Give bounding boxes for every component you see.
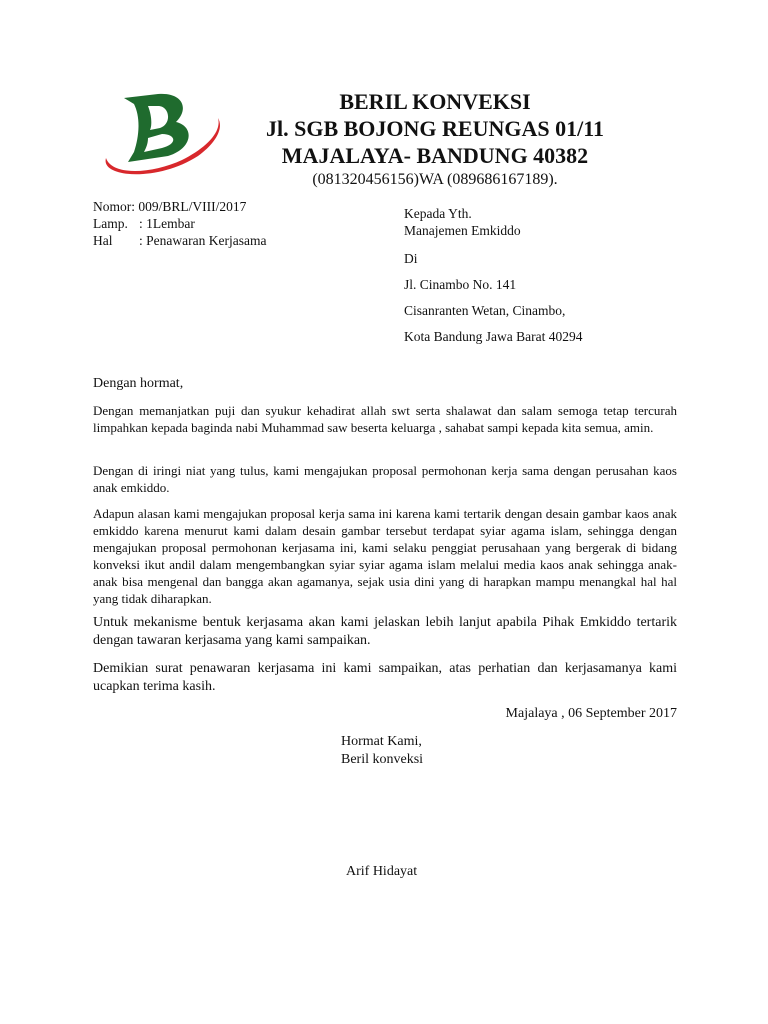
letter-date: Majalaya , 06 September 2017: [505, 706, 677, 721]
closing-regards: Hormat Kami,: [341, 734, 422, 749]
meta-hal-value: : Penawaran Kerjasama: [139, 233, 267, 248]
meta-hal-label: Hal: [93, 233, 113, 248]
signer-name: Arif Hidayat: [346, 864, 418, 879]
recipient-line: Jl. Cinambo No. 141: [404, 277, 517, 292]
logo-green-b: [124, 94, 189, 162]
closing-company: Beril konveksi: [341, 752, 424, 767]
meta-nomor-label: Nomor: [93, 199, 132, 214]
logo-red-swoosh: [106, 118, 220, 174]
meta-lamp-label: Lamp.: [93, 216, 128, 231]
paragraph-5: Demikian surat penawaran kerjasama ini kami sampaikan, atas perhatian dan kerjasamanya kami ucapkan terima kasih.: [93, 661, 677, 694]
recipient-line: Kepada Yth.: [404, 206, 472, 221]
recipient-line: Cisanranten Wetan, Cinambo,: [404, 303, 566, 318]
company-name: BERIL KONVEKSI: [339, 89, 531, 114]
company-address-line2: MAJALAYA- BANDUNG 40382: [281, 143, 589, 168]
meta-lamp-value: : 1Lembar: [139, 216, 195, 231]
meta-lamp: [93, 215, 266, 232]
paragraph-2: Dengan di iringi niat yang tulus, kami mengajukan proposal permohonan kerja sama dengan perusahan kaos anak emkiddo.: [93, 463, 677, 495]
greeting: Dengan hormat,: [93, 376, 184, 391]
company-address-line1: Jl. SGB BOJONG REUNGAS 01/11: [265, 116, 604, 141]
meta-nomor: [93, 198, 266, 215]
paragraph-1: Dengan memanjatkan puji dan syukur kehadirat allah swt serta shalawat dan salam semoga tetap tercurah limpahkan kepada baginda nabi Muhammad saw beserta keluarga , sahabat sampi kepada kita semua, amin.: [93, 403, 677, 435]
meta-nomor-value: : 009/BRL/VIII/2017: [131, 199, 247, 214]
recipient-line: Manajemen Emkiddo: [404, 223, 521, 238]
company-logo: [98, 86, 228, 182]
paragraph-3: Adapun alasan kami mengajukan proposal kerja sama ini karena kami tertarik dengan desain gambar kaos anak emkiddo karena menurut kami dalam desain gambar tersebut terdapat syiar agama islam, sehingga dengan mengajukan proposal permohonan kerjasama ini, kami selaku penggiat perusahaan yang bergerak di bidang konveksi ikut andil dalam mengembangkan syiar syiar agama islam melalui media kaos anak sehingga anak-anak bisa mengenal dan bangga akan agamanya, sejak usia dini yang di harapkan mampu menangkal hal hal yang tidak diharapkan.: [93, 506, 677, 606]
paragraph-4: Untuk mekanisme bentuk kerjasama akan kami jelaskan lebih lanjut apabila Pihak Emkiddo tertarik dengan tawaran kerjasama yang kami sampaikan.: [93, 615, 677, 648]
company-phone: (081320456156)WA (089686167189).: [312, 171, 558, 188]
meta-hal: [93, 232, 266, 249]
letterhead: [230, 88, 640, 191]
closing-block: [341, 733, 423, 769]
recipient-line: Kota Bandung Jawa Barat 40294: [404, 329, 583, 344]
letter-meta: [93, 198, 266, 249]
recipient-line: Di: [404, 251, 418, 266]
